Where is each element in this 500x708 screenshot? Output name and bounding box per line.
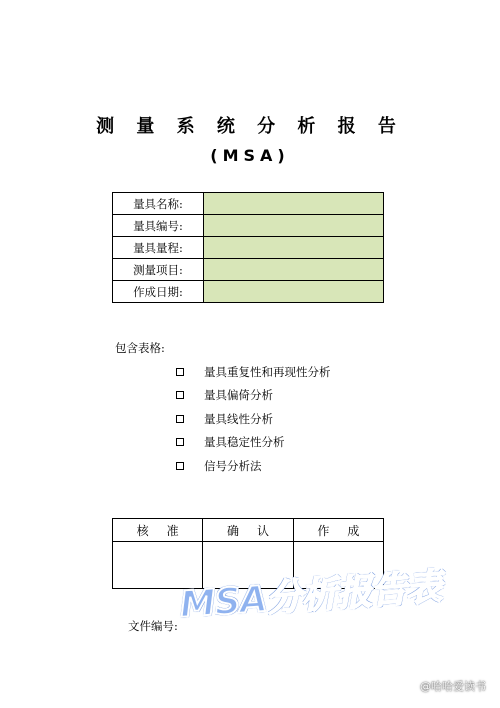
list-item-label: 信号分析法 <box>204 458 262 473</box>
contents-checklist <box>176 360 331 478</box>
approve-header: 核准 <box>113 519 203 542</box>
table-row <box>113 193 384 215</box>
report-subtitle: (MSA) <box>210 146 290 165</box>
list-item-label: 量具重复性和再现性分析 <box>204 364 331 379</box>
file-number-label: 文件编号: <box>128 619 178 633</box>
list-item-label: 量具稳定性分析 <box>204 435 285 450</box>
gauge-name-label: 量具名称: <box>113 193 204 215</box>
measurement-item-label: 测量项目: <box>113 259 204 281</box>
list-item <box>176 431 331 455</box>
watermark-text: MSA分析报告表 <box>178 566 443 626</box>
list-item <box>176 360 331 384</box>
list-item <box>176 454 331 478</box>
list-item <box>176 407 331 431</box>
prepared-header: 作成 <box>293 519 383 542</box>
list-item <box>176 384 331 408</box>
checkbox-icon[interactable] <box>176 438 184 446</box>
gauge-info-table <box>112 192 384 303</box>
date-label: 作成日期: <box>113 281 204 303</box>
checkbox-icon[interactable] <box>176 462 184 470</box>
source-credit: @哈哈爱读书 <box>420 680 486 693</box>
list-item-label: 量具偏倚分析 <box>204 388 273 403</box>
table-row <box>113 237 384 259</box>
gauge-number-label: 量具编号: <box>113 215 204 237</box>
confirm-header: 确认 <box>203 519 293 542</box>
measurement-item-value <box>204 259 384 281</box>
table-row <box>113 281 384 303</box>
gauge-range-label: 量具量程: <box>113 237 204 259</box>
date-value <box>204 281 384 303</box>
table-row <box>113 259 384 281</box>
gauge-name-value <box>204 193 384 215</box>
report-title: 测 量 系 统 分 析 报 告 <box>96 116 404 137</box>
checkbox-icon[interactable] <box>176 368 184 376</box>
gauge-range-value <box>204 237 384 259</box>
checkbox-icon[interactable] <box>176 391 184 399</box>
gauge-number-value <box>204 215 384 237</box>
list-item-label: 量具线性分析 <box>204 411 273 426</box>
checkbox-icon[interactable] <box>176 415 184 423</box>
contents-heading: 包含表格: <box>115 341 165 355</box>
table-row <box>113 215 384 237</box>
table-row <box>113 519 384 542</box>
